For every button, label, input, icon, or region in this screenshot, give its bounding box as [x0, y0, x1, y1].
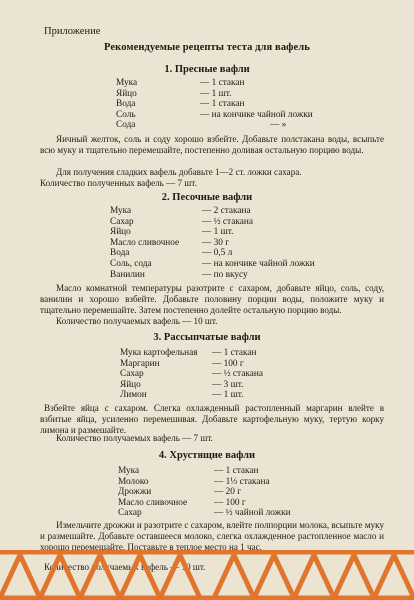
ingredient-name: Яйцо: [116, 88, 137, 99]
ingredient-amount: — 0,5 л: [202, 248, 233, 259]
ingredient-amount: — 20 г: [214, 487, 242, 498]
ingredient-amount: — »: [270, 120, 287, 131]
instruction-paragraph: Измельчите дрожжи и разотрите с сахаром, влейте полпорции молока, всыпьте муку и размешайте. Добавьте оставшееся молоко, слегка охлажденное растопленное масло и хорошо перемешайте. Поставьте в теплое место на 1 час.: [40, 520, 384, 552]
yield-count: Количество получаемых вафель — 10 шт.: [56, 316, 218, 326]
section-title-1: 1. Пресные вафли: [164, 64, 250, 75]
ingredient-amount: — 1 стакан: [212, 348, 257, 358]
ingredient-list-1: [116, 78, 313, 131]
ingredient-row: [110, 217, 315, 228]
ingredient-name: Молоко: [118, 476, 149, 487]
ingredient-amount: — по вкусу: [202, 269, 248, 280]
ingredient-row: [118, 466, 291, 477]
ingredient-row: [118, 508, 291, 519]
ingredient-name: Ванилин: [110, 269, 145, 280]
ingredient-name: Маргарин: [120, 358, 160, 369]
section-title-2: 2. Песочные вафли: [161, 192, 253, 203]
ingredient-row: [110, 248, 315, 259]
ingredient-name: Мука: [118, 466, 140, 476]
ingredient-name: Мука: [110, 206, 132, 216]
instruction-paragraph: Масло комнатной температуры разотрите с сахаром, добавьте яйцо, соль, соду, ванилин и хорошо взбейте. Добавьте половину порции воды, положите муку и тщательно перемешайте. Затем постепенно долейте остальную порцию воды.: [40, 283, 384, 315]
ingredient-row: [110, 238, 315, 249]
yield-count: Количество получаемых вафель — 10 шт.: [44, 562, 206, 572]
ingredient-name: Сахар: [118, 508, 142, 519]
ingredient-row: [110, 206, 315, 217]
ingredient-list-3: [120, 348, 263, 401]
ingredient-row: [118, 498, 291, 509]
ingredient-name: Вода: [110, 248, 130, 259]
ingredient-row: [118, 487, 291, 498]
ingredient-name: Дрожжи: [118, 487, 152, 498]
ingredient-amount: — 100 г: [214, 497, 246, 508]
ingredient-name: Яйцо: [120, 379, 141, 390]
ingredient-row: [116, 110, 313, 121]
ingredient-row: [116, 78, 313, 89]
instruction-paragraph: Для получения сладких вафель добавьте 1—2 ст. ложки сахара.: [56, 167, 302, 177]
instruction-paragraph: Яичный желток, соль и соду хорошо взбейте. Добавьте полстакана воды, всыпьте всю муку и тщательно перемешайте, постепенно доливая остальную порцию воды.: [40, 134, 384, 155]
ingredient-name: Вода: [116, 99, 136, 110]
ingredient-row: [120, 359, 263, 370]
ingredient-row: [110, 259, 315, 270]
ingredient-amount: — 1 стакан: [200, 78, 245, 88]
page-title: Рекомендуемые рецепты теста для вафель: [104, 42, 310, 53]
ingredient-row: [120, 369, 263, 380]
decorative-border: [0, 550, 414, 600]
ingredient-name: Масло сливочное: [118, 497, 188, 508]
ingredient-amount: — на кончике чайной ложки: [200, 109, 313, 120]
section-title-3: 3. Рассыпчатые вафли: [153, 332, 261, 343]
section-title-4: 4. Хрустящие вафли: [158, 450, 256, 461]
ingredient-amount: — 30 г: [202, 237, 230, 248]
border-zigzag-left: [0, 555, 200, 598]
ingredient-amount: — 2 стакана: [202, 206, 251, 216]
ingredient-amount: — 3 шт.: [212, 379, 244, 390]
ingredient-amount: — ½ чайной ложки: [214, 508, 291, 519]
ingredient-list-2: [110, 206, 315, 280]
instruction-paragraph: Взбейте яйца с сахаром. Слегка охлажденный растопленный маргарин влейте в взбитые яйца, усиленно перемешивая. Добавьте картофельную муку, тертую корку лимона и размешайте.: [40, 403, 384, 435]
ingredient-name: Соль: [116, 109, 136, 120]
ingredient-amount: — 1 шт.: [212, 390, 244, 401]
ingredient-name: Сода: [116, 120, 136, 131]
ingredient-amount: — 100 г: [212, 358, 244, 369]
ingredient-amount: — 1 шт.: [202, 227, 234, 238]
ingredient-row: [120, 390, 263, 401]
appendix-label: Приложение: [44, 26, 101, 37]
ingredient-amount: — 1⅓ стакана: [214, 476, 270, 487]
ingredient-list-4: [118, 466, 291, 519]
ingredient-row: [120, 348, 263, 359]
yield-count: Количество получаемых вафель — 7 шт.: [56, 433, 213, 443]
ingredient-name: Масло сливочное: [110, 237, 180, 248]
ingredient-row: [118, 477, 291, 488]
ingredient-name: Мука: [116, 78, 138, 88]
ingredient-amount: — 1 шт.: [200, 88, 232, 99]
ingredient-amount: — 1 стакан: [214, 466, 259, 476]
border-zigzag-right: [214, 555, 414, 598]
ingredient-name: Лимон: [120, 390, 147, 401]
ingredient-amount: — 1 стакан: [200, 99, 245, 110]
ingredient-amount: — ½ стакана: [202, 216, 253, 227]
ingredient-name: Мука картофельная: [120, 348, 198, 358]
ingredient-row: [116, 89, 313, 100]
ingredient-row: [116, 120, 313, 131]
ingredient-name: Яйцо: [110, 227, 131, 238]
ingredient-row: [110, 227, 315, 238]
ingredient-name: Сахар: [110, 216, 134, 227]
ingredient-amount: — ½ стакана: [212, 369, 263, 380]
ingredient-row: [110, 270, 315, 281]
ingredient-name: Сахар: [120, 369, 144, 380]
ingredient-amount: — на кончике чайной ложки: [202, 258, 315, 269]
yield-count: Количество полученных вафель — 7 шт.: [40, 178, 197, 188]
ingredient-row: [116, 99, 313, 110]
ingredient-name: Соль, сода: [110, 258, 152, 269]
ingredient-row: [120, 380, 263, 391]
